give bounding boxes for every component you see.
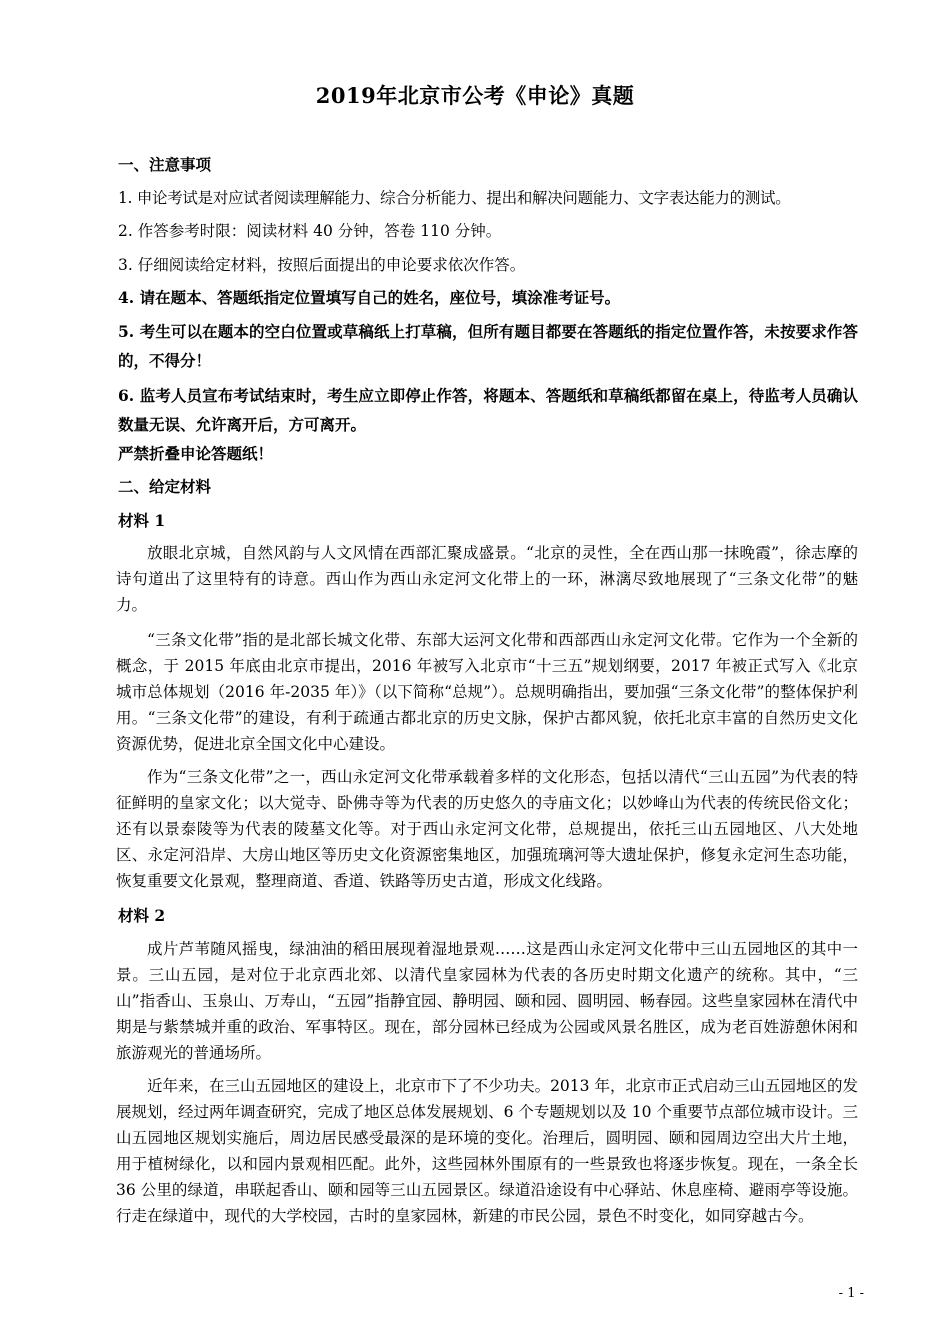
notice-heading: 一、注意事项 [118, 155, 212, 174]
material-1-paragraph-3: 作为“三条文化带”之一，西山永定河文化带承载着多样的文化形态，包括以清代“三山五园”为代表的特征鲜明的皇家文化；以大觉寺、卧佛寺等为代表的历史悠久的寺庙文化；以妙峰山为代表的传统民俗文化；还有以景泰陵等为代表的陵墓文化等。对于西山永定河文化带，总规提出，依托三山五园地区、八大处地区、永定河沿岸、大房山地区等历史文化资源密集地区，加强琉璃河等大遗址保护，修复永定河生态功能，恢复重要文化景观，整理商道、香道、铁路等历史古道，形成文化线路。 [116, 768, 858, 890]
page-number: - 1 - [838, 1286, 864, 1301]
notice-item-2: 2. 作答参考时限：阅读材料 40 分钟，答卷 110 分钟。 [118, 222, 502, 240]
material-1-paragraph-1: 放眼北京城，自然风韵与人文风情在西部汇聚成盛景。“北京的灵性，全在西山那一抹晚霞”，徐志摩的诗句道出了这里特有的诗意。西山作为西山永定河文化带上的一环，淋漓尽致地展现了“三条文化带”的魅力。 [116, 544, 858, 614]
material-2-paragraph-1: 成片芦苇随风摇曳，绿油油的稻田展现着湿地景观……这是西山永定河文化带中三山五园地区的其中一景。三山五园，是对位于北京西北郊、以清代皇家园林为代表的各历史时期文化遗产的统称。其中，“三山”指香山、玉泉山、万寿山，“五园”指静宜园、静明园、颐和园、圆明园、畅春园。这些皇家园林在清代中期是与紫禁城并重的政治、军事特区。现在，部分园林已经成为公园或风景名胜区，成为老百姓游憩休闲和旅游观光的普通场所。 [116, 940, 858, 1062]
notice-item-5: 5. 考生可以在题本的空白位置或草稿纸上打草稿，但所有题目都要在答题纸的指定位置作答，未按要求作答的，不得分！ [118, 322, 858, 370]
notice-warning: 严禁折叠申论答题纸！ [118, 444, 274, 463]
notice-section [118, 152, 858, 185]
notice-item-4: 4. 请在题本、答题纸指定位置填写自己的姓名，座位号，填涂准考证号。 [118, 288, 621, 307]
document-title: 2019年北京市公考《申论》真题 [315, 83, 635, 108]
notice-item-3: 3. 仔细阅读给定材料，按照后面提出的申论要求依次作答。 [118, 256, 526, 274]
notice-item-1: 1. 申论考试是对应试者阅读理解能力、综合分析能力、提出和解决问题能力、文字表达能力的测试。 [118, 189, 791, 207]
notice-item-6: 6. 监考人员宣布考试结束时，考生应立即停止作答，将题本、答题纸和草稿纸都留在桌上，待监考人员确认数量无误、允许离开后，方可离开。 [118, 386, 858, 434]
material-2-label: 材料 2 [118, 906, 166, 925]
materials-heading: 二、给定材料 [118, 477, 212, 496]
material-1-label: 材料 1 [118, 511, 166, 530]
material-1-paragraph-2: “三条文化带”指的是北部长城文化带、东部大运河文化带和西部西山永定河文化带。它作为一个全新的概念，于 2015 年底由北京市提出，2016 年被写入北京市“十三五”规划纲要，2017 年被正式写入《北京城市总体规划（2016 年-2035 年）》（以下简称“总规”）。总规明确指出，要加强“三条文化带”的整体保护利用。“三条文化带”的建设，有利于疏通古都北京的历史文脉，保护古都风貌，依托北京丰富的自然历史文化资源优势，促进北京全国文化中心建设。 [116, 631, 858, 753]
material-2-paragraph-2: 近年来，在三山五园地区的建设上，北京市下了不少功夫。2013 年，北京市正式启动三山五园地区的发展规划，经过两年调查研究，完成了地区总体发展规划、6 个专题规划以及 10 个重要节点部位城市设计。三山五园地区规划实施后，周边居民感受最深的是环境的变化。治理后，圆明园、颐和园周边空出大片土地，用于植树绿化，以和园内景观相匹配。此外，这些园林外围原有的一些景致也将逐步恢复。现在，一条全长 36 公里的绿道，串联起香山、颐和园等三山五园景区。绿道沿途设有中心驿站、休息座椅、避雨亭等设施。行走在绿道中，现代的大学校园，古时的皇家园林，新建的市民公园，景色不时变化，如同穿越古今。 [116, 1077, 858, 1225]
